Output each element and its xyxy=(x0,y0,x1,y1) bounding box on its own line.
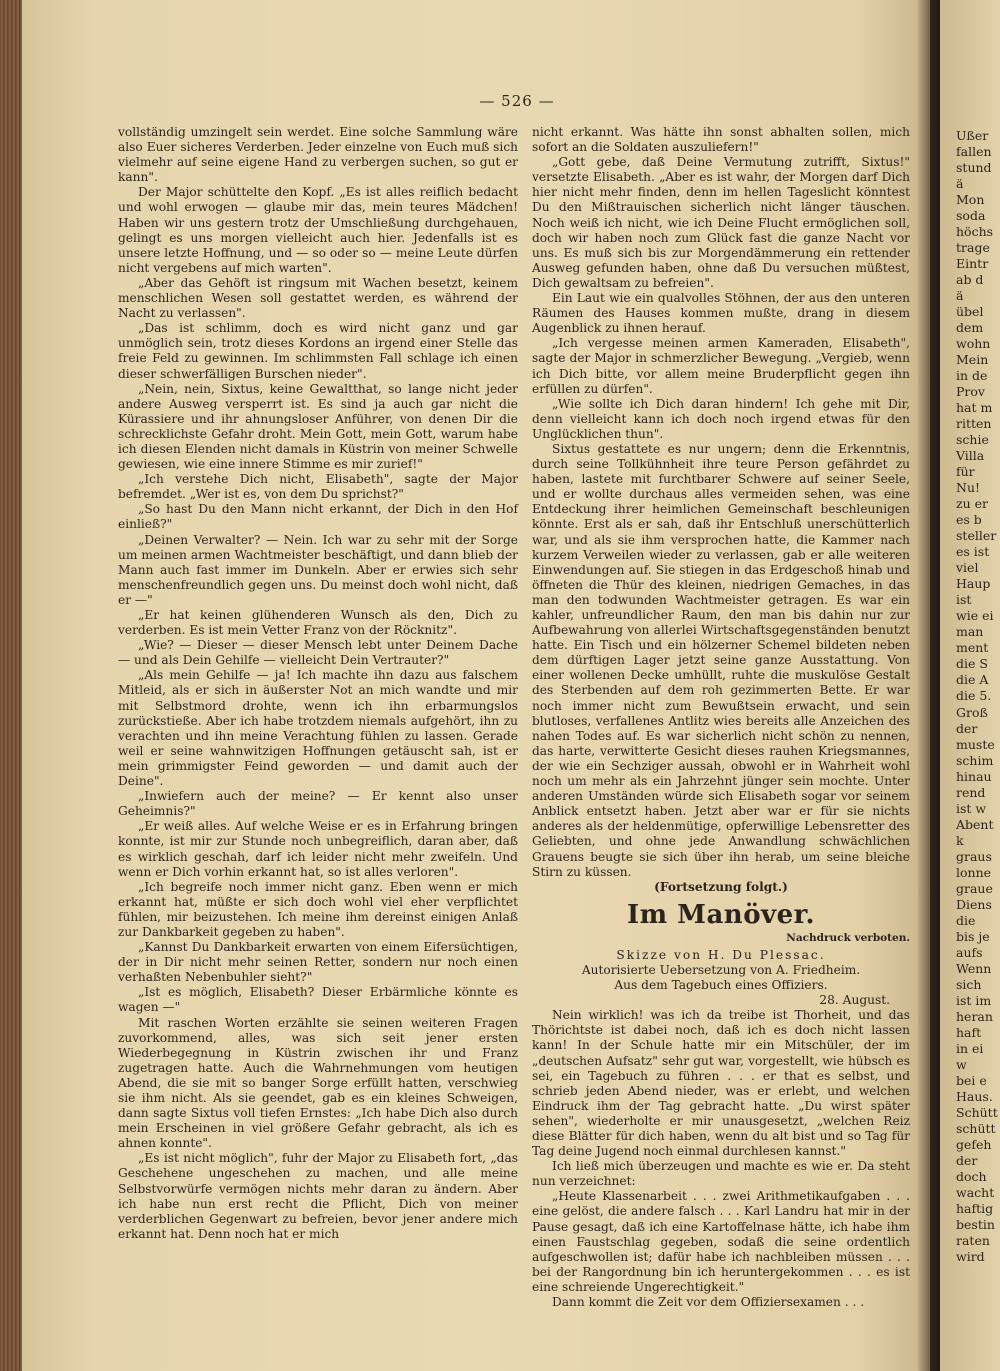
adjacent-page-text: steller xyxy=(956,528,997,544)
adjacent-page-text: die xyxy=(956,912,976,928)
adjacent-page-text: Nu! xyxy=(956,480,981,496)
adjacent-page-text: Villa xyxy=(956,448,985,464)
adjacent-page-text: haft xyxy=(956,1024,982,1040)
adjacent-page-text: die A xyxy=(956,672,989,688)
adjacent-page-text: lonne xyxy=(956,864,992,880)
adjacent-page-text: muste xyxy=(956,736,995,752)
newspaper-page xyxy=(22,0,930,1371)
adjacent-page-text: wohn xyxy=(956,336,991,352)
story-paragraph: „Ist es möglich, Elisabeth? Dieser Erbärmliche könnte es wagen —" xyxy=(118,985,518,1015)
left-column xyxy=(118,125,518,1242)
adjacent-page-text: ist w xyxy=(956,800,987,816)
adjacent-page-text: soda xyxy=(956,208,986,224)
story-paragraph: „Es ist nicht möglich", fuhr der Major zu Elisabeth fort, „das Geschehene ungeschehen zu machen, und alle meine Selbstvorwürfe vermögen nichts mehr daran zu ändern. Aber ich habe nun erst recht die Pflicht, Dich von meiner verderblichen Gegenwart zu befreien, bevor jener andere mich erkannt hat. Denn noch hat er mich xyxy=(118,1151,518,1241)
reprint-notice: Nachdruck verboten. xyxy=(786,931,910,944)
article-source: Aus dem Tagebuch eines Offiziers. xyxy=(614,978,828,993)
adjacent-page-text: der xyxy=(956,720,978,736)
adjacent-page-text: in ei xyxy=(956,1040,984,1056)
adjacent-page-text: Ußer xyxy=(956,128,989,143)
adjacent-page-text: Mon xyxy=(956,192,985,208)
story-paragraph: „Gott gebe, daß Deine Vermutung zutrifft, Sixtus!" versetzte Elisabeth. „Aber es ist wahr, der Morgen darf Dich hier nicht mehr finden, denn im hellen Tageslicht könntest Du den Mißtrauischen sicherlich nicht länger täuschen. Noch weiß ich nicht, wie ich Deine Flucht ermöglichen soll, doch wir haben noch zum Glück fast die ganze Nacht vor uns. Es muß sich bis zur Morgendämmerung ein rettender Ausweg gefunden haben, ohne daß Du versuchen müßtest, Dich gewaltsam zu befreien". xyxy=(532,155,910,290)
adjacent-page-text: hat m xyxy=(956,400,993,416)
story-paragraph: „So hast Du den Mann nicht erkannt, der Dich in den Hof einließ?" xyxy=(118,502,518,532)
story-paragraph: „Ich verstehe Dich nicht, Elisabeth", sagte der Major befremdet. „Wer ist es, von dem Du sprichst?" xyxy=(118,472,518,502)
story-paragraph: Sixtus gestattete es nur ungern; denn die Erkenntnis, durch seine Tollkühnheit ihre teure Person gefährdet zu haben, lastete mit furchtbarer Schwere auf seiner Seele, und er wollte durchaus alles vermeiden sehen, was eine Entdeckung ihrer heimlichen Gemeinschaft beschleunigen könnte. Erst als er sah, daß ihr Entschluß unerschütterlich war, und als sie ihm versprochen hatte, die Kammer nach kurzem Verweilen wieder zu verlassen, gab er alle weiteren Einwendungen auf. Sie stiegen in das Erdgeschoß hinab und öffneten die Thür des kleinen, niedrigen Gemaches, in das man den todwunden Wachtmeister getragen. Es war ein kahler, unfreundlicher Raum, den man bis dahin nur zur Aufbewahrung von allerlei Wirtschaftsgegenständen benutzt hatte. Ein Tisch und ein hölzerner Schemel bildeten neben dem dürftigen Lager jetzt seine ganze Ausstattung. Von einer wollenen Decke umhüllt, ruhte die muskulöse Gestalt des Sterbenden auf dem roh gezimmerten Bette. Er war noch immer nicht zum Bewußtsein erwacht, und sein blutloses, verfallenes Antlitz wies bereits alle Anzeichen des nahen Todes auf. Es war sicherlich nicht schön zu nennen, das harte, verwitterte Gesicht dieses rauhen Kriegsmannes, der wie ein Sechziger aussah, obwohl er in Wahrheit wohl noch um mehr als ein Jahrzehnt jünger sein mochte. Unter anderen Umständen würde sich Elisabeth sogar vor seinem Anblick entsetzt haben. Jetzt aber war er für sie nichts anderes als der heldenmütige, opferwillige Lebensretter des Geliebten, und ohne jede Anwandlung schwächlichen Grauens beugte sie sich über ihn herab, um seine bleiche Stirn zu küssen. xyxy=(532,441,910,879)
adjacent-page-text: gefeh xyxy=(956,1136,992,1152)
adjacent-page-text: w xyxy=(956,1056,967,1072)
story-paragraph: vollständig umzingelt sein werdet. Eine solche Sammlung wäre also Euer sicheres Verderben. Jeder einzelne von Euch muß sich vielmehr auf seine eigene Hand zu verbergen suchen, so gut er kann". xyxy=(118,125,518,185)
adjacent-page-text: schim xyxy=(956,752,994,768)
adjacent-page-text: ä xyxy=(956,288,964,304)
adjacent-page-text: aufs xyxy=(956,944,983,960)
adjacent-page-text: ritten xyxy=(956,416,992,432)
adjacent-page-text: Groß xyxy=(956,704,988,720)
story-paragraph: Ein Laut wie ein qualvolles Stöhnen, der aus den unteren Räumen des Hauses kommen mußte, drang in diesem Augenblick zu ihnen herauf. xyxy=(532,291,910,336)
book-page-edges xyxy=(0,0,22,1371)
adjacent-page-text: Diens xyxy=(956,896,992,912)
adjacent-page-text: wird xyxy=(956,1248,985,1264)
page-number: — 526 — xyxy=(479,92,555,110)
adjacent-page-text: höchs xyxy=(956,224,994,240)
adjacent-page-text: wie ei xyxy=(956,608,994,624)
adjacent-page-text: bei e xyxy=(956,1072,987,1088)
adjacent-page-text: es b xyxy=(956,512,982,528)
adjacent-page-text: der xyxy=(956,1152,978,1168)
adjacent-page-text: viel xyxy=(956,560,979,576)
story-paragraph: „Aber das Gehöft ist ringsum mit Wachen besetzt, keinem menschlichen Wesen soll gestattet werden, es während der Nacht zu verlassen". xyxy=(118,275,518,321)
adjacent-page-text: rend xyxy=(956,784,986,800)
adjacent-page-text: raten xyxy=(956,1232,990,1248)
adjacent-page-text: hinau xyxy=(956,768,992,784)
adjacent-page-text: doch xyxy=(956,1168,987,1184)
adjacent-page-text: Haus. xyxy=(956,1088,993,1104)
adjacent-page-text: Eintr xyxy=(956,256,989,272)
story-paragraph: „Nein, nein, Sixtus, keine Gewaltthat, so lange nicht jeder andere Ausweg versperrt ist. Es sind ja auch gar nicht die Kürassiere und ihr ahnungsloser Anführer, von denen Dir die schrecklichste Gefahr droht. Mein Gott, mein Gott, warum habe ich diesen Elenden nicht damals in Küstrin von meiner Schwelle gewiesen, wie eine innere Stimme es mir zurief!" xyxy=(118,381,518,472)
adjacent-page-text: übel xyxy=(956,304,984,320)
adjacent-page-text: schütt xyxy=(956,1120,996,1136)
translation-credit: Autorisierte Uebersetzung von A. Friedheim. xyxy=(581,962,861,977)
article-byline: Skizze von H. Du Plessac. xyxy=(616,947,826,962)
adjacent-page-text: ist im xyxy=(956,992,992,1008)
adjacent-page-text: in de xyxy=(956,368,988,384)
adjacent-page-text: stund xyxy=(956,160,992,176)
adjacent-page-text: Wenn xyxy=(956,960,992,976)
article-paragraph: Nein wirklich! was ich da treibe ist Thorheit, und das Thörichtste ist dabei noch, daß ich es doch nicht lassen kann! In der Schule hatte mir ein Mitschüler, der im „deutschen Aufsatz" sehr gut war, vorgestellt, wie hübsch es sei, ein Tagebuch zu führen . . . er that es selbst, und schrieb jeden Abend nieder, was er erlebt, und welchen Eindruck ihm der Tag gebracht hatte. „Du wirst später sehen", wiederholte er mir unausgesetzt, „welchen Reiz diese Blätter für dich haben, wenn du alt bist und so Tag für Tag deine Jugend noch einmal durchlesen kannst." xyxy=(532,1008,910,1159)
story-paragraph: Der Major schüttelte den Kopf. „Es ist alles reiflich bedacht und wohl erwogen — glaube mir das, mein teures Mädchen! Haben wir uns gestern trotz der Umschließung durchgehauen, gelingt es uns morgen vielleicht auch hier. Jedenfalls ist es unsere letzte Hoffnung, und — so oder so — meine Leute dürfen nicht vergebens auf mich warten". xyxy=(118,185,518,275)
story-paragraph: „Inwiefern auch der meine? — Er kennt also unser Geheimnis?" xyxy=(118,789,518,819)
adjacent-page-text: Mein xyxy=(956,352,989,368)
adjacent-page-text: die S xyxy=(956,656,988,672)
story-paragraph: „Kannst Du Dankbarkeit erwarten von einem Eifersüchtigen, der in Dir nicht mehr seinen Retter, sondern nur noch einen verhaßten Nebenbuhler sieht?" xyxy=(118,940,518,985)
article-headline: Im Manöver. xyxy=(626,899,816,930)
adjacent-page-text: man xyxy=(956,624,984,640)
adjacent-page-text: ä xyxy=(956,176,964,192)
adjacent-page-text: fallen xyxy=(956,144,992,159)
adjacent-page-text: Abent xyxy=(956,816,994,832)
adjacent-page-text: dem xyxy=(956,320,984,336)
adjacent-page-fragment xyxy=(940,0,1000,1371)
adjacent-page-text: wacht xyxy=(956,1184,995,1200)
adjacent-page-text: bestin xyxy=(956,1216,995,1232)
adjacent-page-text: es ist xyxy=(956,544,990,560)
article-paragraph: Ich ließ mich überzeugen und machte es wie er. Da steht nun verzeichnet: xyxy=(532,1159,910,1189)
adjacent-page-text: ab d xyxy=(956,272,984,288)
story-paragraph: „Er weiß alles. Auf welche Weise er es in Erfahrung bringen konnte, ist mir zur Stunde noch unbegreiflich, daran aber, daß es wirklich geschah, darf ich leider nicht mehr zweifeln. Und wenn er Dich vorhin erkannt hat, so ist alles verloren". xyxy=(118,819,518,879)
adjacent-page-text: ment xyxy=(956,640,989,656)
adjacent-page-text: Schütt xyxy=(956,1104,998,1120)
story-paragraph: „Ich begreife noch immer nicht ganz. Eben wenn er mich erkannt hat, müßte er sich doch wohl viel eher verpflichtet fühlen, mir beizustehen. Ich meine ihm dereinst einigen Anlaß zur Dankbarkeit gegeben zu haben". xyxy=(118,879,518,939)
adjacent-page-text: bis je xyxy=(956,928,990,944)
book-gutter xyxy=(918,0,940,1371)
adjacent-page-text: sich xyxy=(956,976,982,992)
story-paragraph: nicht erkannt. Was hätte ihn sonst abhalten sollen, mich sofort an die Soldaten auszuliefern!" xyxy=(532,125,910,155)
adjacent-page-text: die 5. xyxy=(956,688,992,704)
continuation-note: (Fortsetzung folgt.) xyxy=(654,879,788,894)
story-paragraph: „Deinen Verwalter? — Nein. Ich war zu sehr mit der Sorge um meinen armen Wachtmeister beschäftigt, und dann blieb der Mann auch fast immer im Dunkeln. Aber er erwies sich sehr menschenfreundlich gegen uns. Du meinst doch wohl nicht, daß er —" xyxy=(118,532,518,607)
adjacent-page-text: zu er xyxy=(956,496,988,512)
adjacent-page-text: schie xyxy=(956,432,989,448)
adjacent-page-text: für xyxy=(956,464,975,480)
adjacent-page-text: Prov xyxy=(956,384,985,400)
story-paragraph: „Ich vergesse meinen armen Kameraden, Elisabeth", sagte der Major in schmerzlicher Bewegung. „Vergieb, wenn ich Dich bitte, vor allem meine Bruderpflicht gegen ihn erfüllen zu dürfen". xyxy=(532,336,910,396)
article-paragraph: „Heute Klassenarbeit . . . zwei Arithmetikaufgaben . . . eine gelöst, die andere falsch . . . Karl Landru hat mir in der Pause gesagt, daß ich eine Kartoffelnase hätte, ich habe ihm einen Faustschlag gegeben, sodaß die seine ordentlich aufgeschwollen ist; dafür habe ich nachbleiben müssen . . . bei der Rangordnung bin ich heruntergekommen . . . es ist eine schreiende Ungerechtigkeit." xyxy=(532,1189,910,1294)
adjacent-page-text: Haup xyxy=(956,576,991,592)
adjacent-page-text: ist xyxy=(956,592,972,608)
right-column xyxy=(532,125,910,1310)
story-paragraph: „Das ist schlimm, doch es wird nicht ganz und gar unmöglich sein, trotz dieses Kordons an irgend einer Stelle das freie Feld zu gewinnen. Im schlimmsten Fall schlage ich einen dieser schwerfälligen Burschen nieder". xyxy=(118,321,518,381)
story-paragraph: „Als mein Gehilfe — ja! Ich machte ihn dazu aus falschem Mitleid, als er sich in äußerster Not an mich wandte und mir mit Selbstmord drohte, wenn ich ihn erbarmungslos zurückstieße. Aber ich habe trotzdem niemals aufgehört, ihn zu verachten und ihn meine Verachtung fühlen zu lassen. Gerade weil er seine wahnwitzigen Hoffnungen getäuscht sah, ist er mein grimmigster Feind geworden — und damit auch der Deine". xyxy=(118,668,518,789)
story-paragraph: „Wie sollte ich Dich daran hindern! Ich gehe mit Dir, denn vielleicht kann ich doch noch irgend etwas für den Unglücklichen thun". xyxy=(532,396,910,441)
adjacent-page-text: graus xyxy=(956,848,992,864)
story-paragraph: Mit raschen Worten erzählte sie seinen weiteren Fragen zuvorkommend, alles, was sich seit jener ersten Wiederbegegnung in Küstrin zwischen ihr und Franz zugetragen hatte. Auch die Wahrnehmungen vom heutigen Abend, die sie mit so banger Sorge erfüllt hatten, verschwieg sie ihm nicht. Als sie geendet, gab es ein kleines Schweigen, dann sagte Sixtus voll tiefen Ernstes: „Ich habe Dich also durch mein Erscheinen in viel größere Gefahr gebracht, als ich es ahnen konnte". xyxy=(118,1015,518,1151)
adjacent-page-text: trage xyxy=(956,240,990,256)
adjacent-page-text: heran xyxy=(956,1008,993,1024)
story-paragraph: „Wie? — Dieser — dieser Mensch lebt unter Deinem Dache — und als Dein Gehilfe — vielleicht Dein Vertrauter?" xyxy=(118,638,518,668)
story-paragraph: „Er hat keinen glühenderen Wunsch als den, Dich zu verderben. Es ist mein Vetter Franz von der Röcknitz". xyxy=(118,608,518,638)
adjacent-page-text: haftig xyxy=(956,1200,994,1216)
diary-date: 28. August. xyxy=(819,993,890,1008)
adjacent-page-text: k xyxy=(956,832,964,848)
adjacent-page-text: graue xyxy=(956,880,993,896)
article-paragraph: Dann kommt die Zeit vor dem Offiziersexamen . . . xyxy=(552,1295,865,1310)
